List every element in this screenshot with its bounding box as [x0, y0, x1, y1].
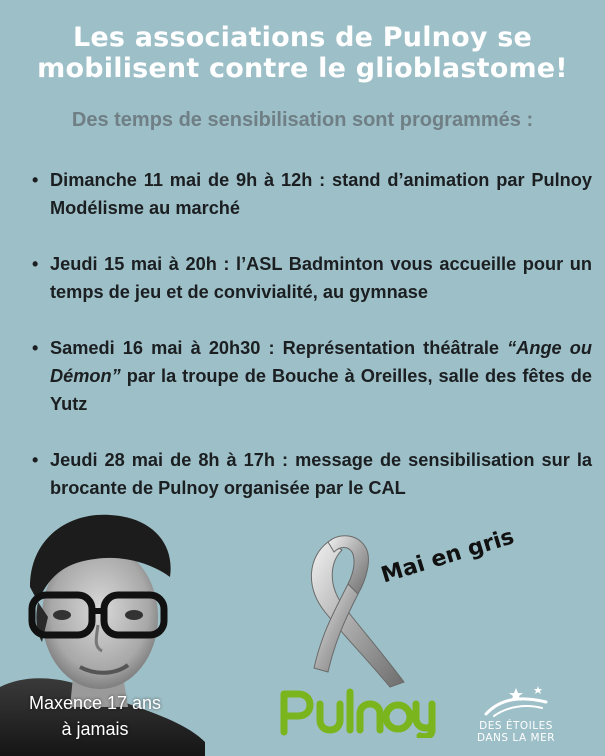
etoiles-dans-la-mer-logo [462, 684, 570, 754]
title-line-2: mobilisent contre le glioblastome! [37, 53, 568, 84]
caption-line-1: Maxence 17 ans [28, 693, 162, 713]
event-text: Jeudi 28 mai de 8h à 17h : message de sensibilisation sur la brocante de Pulnoy organisée par le CAL [50, 450, 592, 498]
portrait-caption [0, 690, 190, 742]
poster-title [0, 22, 605, 84]
etoiles-line-1: DES ÉTOILES [479, 720, 553, 732]
pulnoy-logo [276, 686, 436, 738]
mai-en-gris-label: Mai en gris [378, 524, 518, 589]
stars-wave-icon [476, 684, 556, 720]
caption-line-2: à jamais [61, 719, 129, 739]
bullet: • [32, 450, 39, 470]
event-text: Dimanche 11 mai de 9h à 12h : stand d’animation par Pulnoy Modélisme au marché [50, 170, 592, 218]
event-item [30, 446, 592, 502]
event-list [30, 166, 592, 502]
bullet: • [32, 170, 39, 190]
event-item [30, 250, 592, 306]
etoiles-line-2: DANS LA MER [476, 732, 556, 744]
bullet: • [32, 338, 39, 358]
event-text-before: Samedi 16 mai à 20h30 : Représentation théâtrale [50, 338, 508, 358]
event-item [30, 334, 592, 418]
poster-subtitle: Des temps de sensibilisation sont programmés : [71, 109, 534, 131]
event-text: Jeudi 15 mai à 20h : l’ASL Badminton vous accueille pour un temps de jeu et de convivialité, au gymnase [50, 254, 592, 302]
bullet: • [32, 254, 39, 274]
event-text-after: par la troupe de Bouche à Oreilles, salle des fêtes de Yutz [50, 366, 592, 414]
play-title: “Ange ou Démon” [50, 338, 593, 386]
event-item [30, 166, 592, 222]
title-line-1: Les associations de Pulnoy se [72, 22, 533, 53]
